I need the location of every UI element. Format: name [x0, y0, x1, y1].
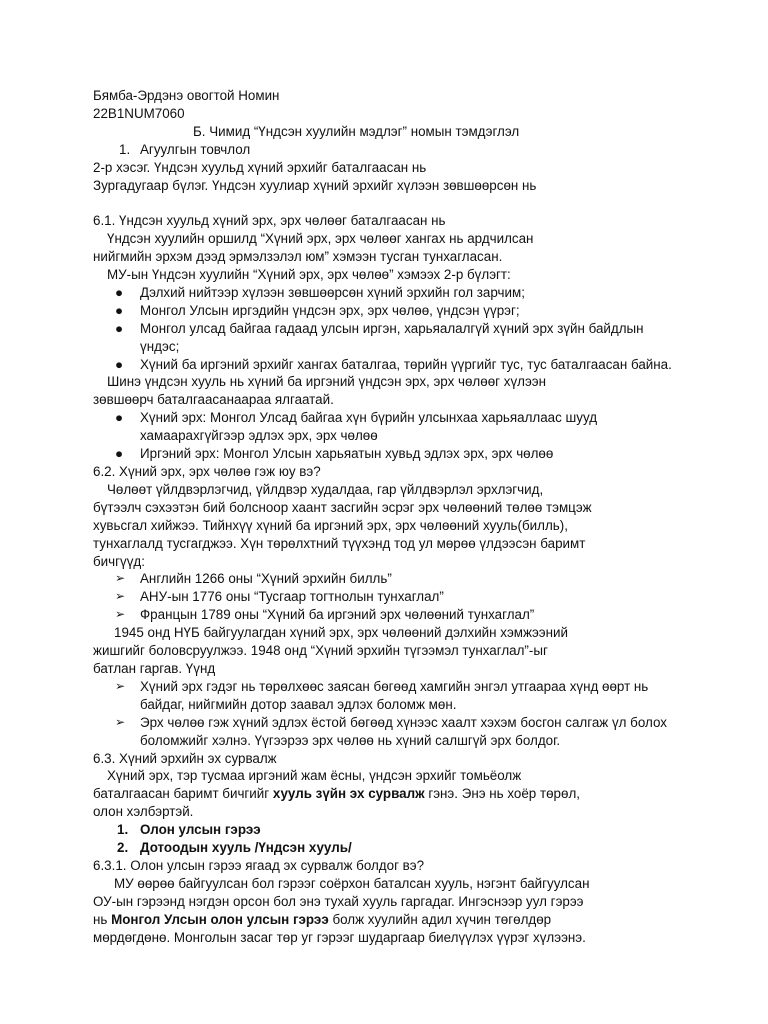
numbered-item-label: Дотоодын хууль /Үндсэн хууль/ [140, 840, 352, 856]
toc-item [93, 141, 683, 159]
paragraph-text: нийгмийн эрхэм дээд эрмэлзэлэл юм” хэмээн тусган тунхагласан. [93, 249, 503, 265]
list-item-text: Монгол улсад байгаа гадаад улсын иргэн, харьяалалгүй хүний эрх зүйн байдлын үндэс; [140, 320, 644, 354]
section-6-1-heading: 6.1. Үндсэн хуульд хүний эрх, эрх чөлөөг баталгаасан нь [93, 213, 446, 229]
section-6-3-heading: 6.3. Хүний эрхийн эх сурвалж [93, 750, 277, 766]
list-item-text: Дэлхий нийтээр хүлээн зөвшөөрсөн хүний эрхийн гол зарчим; [140, 284, 525, 300]
paragraph-text: хувьсгал хийжээ. Тийнхүү хүний ба иргэний эрх, эрх чөлөөний хууль(билль), [93, 517, 568, 533]
paragraph-text: ОУ-ын гэрээнд нэгдэн орсон бол энэ тухай хууль гаргадаг. Ингэснээр уул гэрээ [93, 893, 584, 909]
list-item [93, 302, 683, 320]
bullet-icon: ● [115, 410, 124, 426]
list-item-text: Хүний эрх гэдэг нь төрөлхөөс заясан бөгөөд хамгийн энгэл утгаараа хүнд өөрт нь байдаг, нийгмийн дотор заавал эдлэх боломж мөн. [140, 678, 649, 712]
list-item-text: Английн 1266 оны “Хүний эрхийн билль” [140, 571, 392, 587]
list-item [93, 409, 683, 445]
subsection-heading: 6.3.1. Олон улсын гэрээ ягаад эх сурвалж болдог вэ? [93, 857, 425, 873]
list-item-text: АНУ-ын 1776 оны “Тусгаар тогтнолын тунхаглал” [140, 589, 444, 605]
paragraph-text [93, 785, 683, 803]
list-item [93, 284, 683, 302]
paragraph-text: МУ өөрөө байгуулсан бол гэрээг соёрхон баталсан хууль, нэгэнт байгуулсан [114, 875, 590, 891]
item-number: 1. [117, 822, 129, 838]
list-item [93, 320, 683, 356]
paragraph-text [93, 911, 683, 929]
paragraph-text: Чөлөөт үйлдвэрлэгчид, үйлдвэр худалдаа, гар үйлдвэрлэл эрхлэгчид, [107, 481, 544, 497]
paragraph-text: жишгийг боловсруулжээ. 1948 онд “Хүний эрхийн түгээмэл тунхаглал”-ыг [93, 643, 548, 659]
arrow-bullet-icon: ➢ [115, 714, 126, 729]
list-item [93, 445, 683, 463]
arrow-bullet-icon: ➢ [115, 678, 126, 693]
bullet-icon: ● [115, 320, 124, 336]
list-item-text: Хүний ба иргэний эрхийг хангах баталгаа, төрийн үүргийг тус, тус баталгаасан байна. [140, 356, 672, 372]
bold-term: хууль зүйн эх сурвалж [272, 786, 425, 802]
list-item-text: Эрх чөлөө гэж хүний эдлэх ёстой бөгөөд хүнээс хаалт хэхэм босгон салгаж үл болох боломжийг хэлнэ. Үүгээрээ эрх чөлөө нь хүний салшгүй эрх болдог. [140, 714, 667, 748]
toc-line-1: 2-р хэсэг. Үндсэн хуульд хүний эрхийг баталгаасан нь [93, 159, 427, 175]
bullet-icon: ● [115, 284, 124, 300]
student-code: 22B1NUM7060 [93, 105, 185, 121]
toc-line-2: Зургадугаар бүлэг. Үндсэн хуулиар хүний эрхийг хүлээн зөвшөөрсөн нь [93, 177, 537, 193]
paragraph-text: Үндсэн хуулийн оршилд “Хүний эрх, эрх чөлөөг хангах нь ардчилсан [107, 231, 534, 247]
paragraph-text: бүтээлч сэхээтэн бий болсноор хаант засгийн эсрэг эрх чөлөөний төлөө тэмцэж [93, 499, 592, 515]
numbered-item-label: Олон улсын гэрээ [140, 822, 261, 838]
bullet-icon: ● [115, 356, 124, 372]
list-item [93, 356, 683, 374]
list-item [93, 714, 683, 750]
bullet-icon: ● [115, 446, 124, 462]
author-name: Бямба-Эрдэнэ овогтой Номин [93, 88, 280, 103]
arrow-bullet-icon: ➢ [115, 571, 126, 586]
list-item-text: Францын 1789 оны “Хүний ба иргэний эрх чөлөөний тунхаглал” [140, 607, 535, 623]
item-number: 2. [117, 840, 129, 856]
text-run: гэнэ. Энэ нь хоёр төрөл, [424, 786, 580, 802]
list-item [93, 570, 683, 588]
paragraph-text: бичгүүд: [93, 553, 145, 569]
text-run: баталгаасан баримт бичгийг [93, 786, 273, 802]
list-item-text: Иргэний эрх: Монгол Улсын харьяатын хувьд эдлэх эрх, эрх чөлөө [140, 446, 554, 462]
arrow-bullet-icon: ➢ [115, 589, 126, 604]
arrow-bullet-icon: ➢ [115, 607, 126, 622]
numbered-item [93, 839, 683, 857]
bullet-icon: ● [115, 302, 124, 318]
numbered-item [93, 821, 683, 839]
list-item-text: Монгол Улсын иргэдийн үндсэн эрх, эрх чөлөө, үндсэн үүрэг; [140, 302, 520, 318]
paragraph-text: МУ-ын Үндсэн хуулийн “Хүний эрх, эрх чөлөө” хэмээх 2-р бүлэгт: [107, 267, 511, 283]
list-item [93, 606, 683, 624]
paragraph-text: Шинэ үндсэн хууль нь хүний ба иргэний үндсэн эрх, эрх чөлөөг хүлээн [107, 374, 547, 390]
bold-term: Монгол Улсын олон улсын гэрээ [111, 911, 329, 927]
spacer [93, 194, 683, 212]
paragraph-text: Хүний эрх, тэр тусмаа иргэний жам ёсны, үндсэн эрхийг томьёолж [107, 768, 522, 784]
list-item [93, 588, 683, 606]
paragraph-text: 1945 онд НҮБ байгуулагдан хүний эрх, эрх чөлөөний дэлхийн хэмжээний [114, 625, 568, 641]
section-6-2-heading: 6.2. Хүний эрх, эрх чөлөө гэж юу вэ? [93, 464, 321, 480]
paragraph-text: тунхаглалд тусгагджээ. Хүн төрөлхтний түүхэнд тод ул мөрөө үлдээсэн баримт [93, 535, 586, 551]
toc-label: Агуулгын товчлол [140, 141, 251, 157]
document-page [93, 87, 683, 946]
document-title: Б. Чимид “Үндсэн хуулийн мэдлэг” номын тэмдэглэл [193, 123, 520, 139]
paragraph-text: зөвшөөрч баталгаасанаараа ялгаатай. [93, 392, 334, 408]
list-item-text: Хүний эрх: Монгол Улсад байгаа хүн бүрийн улсынхаа харьяаллаас шууд хамаарахгүйгээр эдлэх эрх, эрх чөлөө [140, 410, 598, 444]
paragraph-text: мөрдөгдөнө. Монголын засаг төр уг гэрээг шударгаар биелүүлэх үүрэг хүлээнэ. [93, 929, 586, 945]
list-item [93, 678, 683, 714]
paragraph-text: олон хэлбэртэй. [93, 804, 194, 820]
paragraph-text: батлан гаргав. Үүнд [93, 660, 216, 676]
toc-number: 1. [119, 141, 131, 157]
text-run: нь [93, 911, 112, 927]
text-run: болж хуулийн адил хүчин төгөлдөр [328, 911, 552, 927]
